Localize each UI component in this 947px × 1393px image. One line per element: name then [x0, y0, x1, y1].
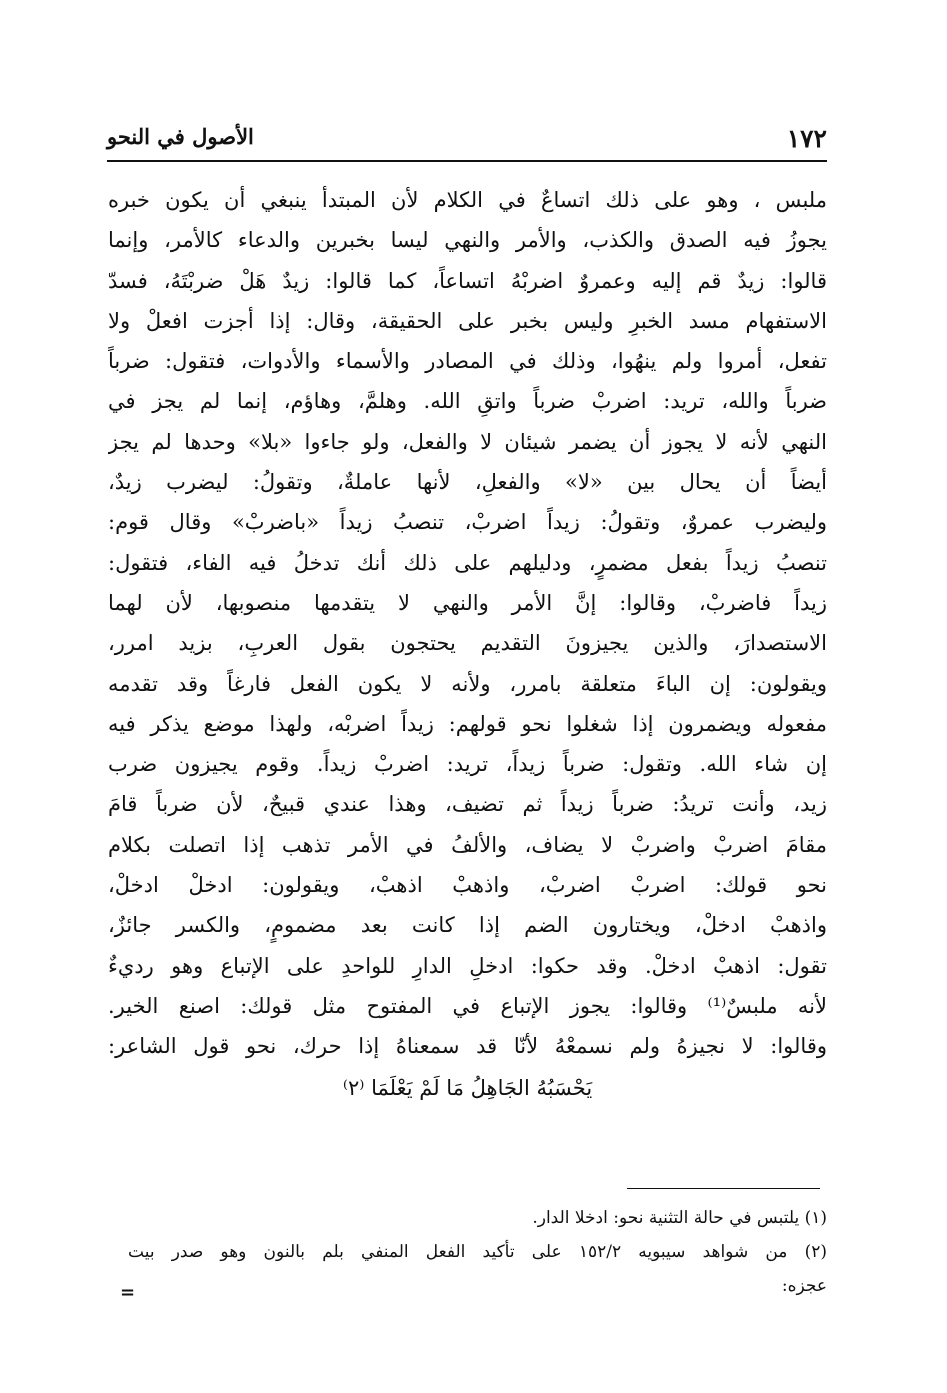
- footnote-2-continuation: عجزه:: [781, 1276, 827, 1296]
- continuation-mark: =: [120, 1282, 136, 1303]
- body-line: ويقولون: إن الباءَ متعلقة بامرر، ولأنه لا يكون الفعل فارغاً وقد تقدمه: [108, 671, 827, 696]
- body-line: تفعل، أمروا ولم ينهُوا، وذلك في المصادر والأسماء والأدوات، فتقول: ضرباً: [108, 349, 827, 374]
- body-line: تقول: اذهبْ ادخلْ. وقد حكوا: ادخلِ الدارِ للواحدِ على الإتباع وهو رديءٌ: [108, 953, 827, 978]
- body-line: النهي لأنه لا يجوز أن يضمر شيئان لا والفعل، ولو جاءوا «بلا» وحدها لم يجز: [108, 429, 827, 454]
- body-line: ضرباً والله، تريد: اضربْ ضرباً واتقِ الله. وهلمَّ، وهاؤم، إنما لم يجز في: [108, 389, 827, 414]
- body-line: مقامَ اضربْ واضربْ لا يضاف، والألفُ في الأمر تذهب إذا اتصلت بكلام: [108, 832, 827, 857]
- body-line: ملبس ، وهو على ذلك اتساعٌ في الكلام لأن المبتدأ ينبغي أن يكون خبره: [108, 188, 827, 212]
- running-title: الأصول في النحو: [107, 124, 254, 149]
- body-line: تنصبُ زيداً بفعل مضمرٍ، ودليلهم على ذلك أنك تدخلُ فيه الفاء، فتقول:: [108, 550, 827, 575]
- footnote-2: (٢) من شواهد سيبويه ١٥٢/٢ على تأكيد الفعل المنفي بلم بالنون وهو صدر بيت: [128, 1242, 827, 1262]
- footnote-separator: [627, 1188, 820, 1189]
- body-line: زيداً فاضربْ، وقالوا: إنَّ الأمر والنهي لا يتقدمها منصوبها، لأن لهما: [108, 590, 827, 615]
- body-line: إن شاء الله. وتقول: ضرباً زيداً، تريد: اضربْ زيداً. وقوم يجيزون ضرب: [108, 752, 827, 777]
- body-line: يجوزُ فيه الصدق والكذب، والأمر والنهي ليسا بخبرين والدعاء كالأمر، وإنما: [108, 228, 827, 253]
- body-text: [108, 180, 827, 1109]
- body-line: مفعوله ويضمرون إذا شغلوا نحو قولهم: زيداً اضربْه، ولهذا موضع يذكر فيه: [108, 711, 827, 736]
- body-line: لأنه ملبسٌ⁽¹⁾ وقالوا: يجوز الإتباع في المفتوح مثل قولك: اصنع الخير.: [108, 993, 827, 1018]
- page-number: ١٧٢: [786, 124, 827, 153]
- body-line: الاستصدارَ، والذين يجيزونَ التقديم يحتجون بقول العربِ، بزيد امرر،: [108, 631, 827, 656]
- body-line: الاستفهام مسد الخبرِ وليس بخبر على الحقيقة، وقال: إذا أجزت افعلْ ولا: [108, 308, 827, 333]
- footnote-1: (١) يلتبس في حالة التثنية نحو: ادخلا الدار.: [532, 1208, 827, 1228]
- verse-line: يَحْسَبُهُ الجَاهِلُ مَا لَمْ يَعْلَمَا ⁽٢⁾: [342, 1075, 593, 1100]
- body-line: قالوا: زيدٌ قم إليه وعمروٌ اضربْهُ اتساعاً، كما قالوا: زيدٌ هَلْ ضربْتَهُ، فسدّ: [108, 268, 827, 293]
- body-line: نحو قولك: اضربْ اضربْ، واذهبْ اذهبْ، ويقولون: ادخلْ ادخلْ،: [108, 873, 827, 898]
- body-line: وقالوا: لا نجيزهُ ولم نسمعْهُ لأنّا قد سمعناهُ إذا حرك، نحو قول الشاعر:: [108, 1034, 827, 1059]
- body-line: زيد، وأنت تريدُ: ضرباً زيداً ثم تضيف، وهذا عندي قبيحٌ، لأن ضرباً قامَ: [108, 792, 827, 817]
- footnotes: [128, 1201, 827, 1303]
- body-line: أيضاً أن يحال بين «لا» والفعلِ، لأنها عاملةٌ، وتقولُ: ليضرب زيدٌ،: [108, 470, 827, 495]
- page-header: [107, 118, 827, 162]
- body-line: واذهبْ ادخلْ، ويختارون الضم إذا كانت بعد مضمومٍ، والكسر جائزٌ،: [108, 913, 827, 938]
- body-line: وليضرب عمروٌ، وتقولُ: زيداً اضربْ، تنصبُ زيداً «باضربْ» وقال قوم:: [108, 510, 827, 535]
- header-rule: [107, 160, 827, 162]
